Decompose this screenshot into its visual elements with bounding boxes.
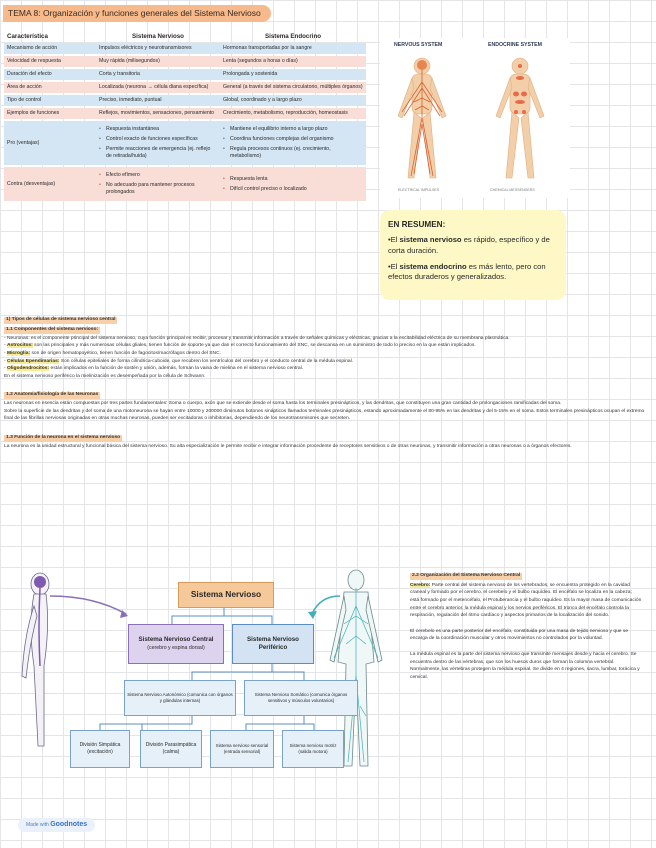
summary-text: es más lento, pero con efectos duraderos y generalizados. <box>388 261 546 282</box>
diagram-node-sistema-nervioso: Sistema Nervioso <box>178 582 274 608</box>
table-row <box>4 43 366 54</box>
summary-box <box>380 210 566 300</box>
endocrine-caption: CHEMICAL MESSENGERS <box>490 188 535 192</box>
pros-nervioso <box>96 121 220 165</box>
table-cell-endocrino: Lenta (segundos a horas o días) <box>220 56 366 67</box>
list-item: • Coordina funciones complejas del organismo <box>223 136 363 143</box>
list-item: • Regula procesos continuos (ej. crecimiento, metabolismo) <box>223 146 363 160</box>
table-cell-nervioso: Corta y transitoria <box>96 69 220 80</box>
notes-section <box>4 314 652 450</box>
nervous-system-diagram <box>4 566 404 806</box>
table-cell-nervioso: Muy rápida (milisegundos) <box>96 56 220 67</box>
note-key: Células Ependimarias: <box>7 358 60 364</box>
body-figures-image <box>380 38 570 188</box>
table-cell-feature: Área de acción <box>4 82 96 93</box>
table-cell-feature: Velocidad de respuesta <box>4 56 96 67</box>
subsection-heading: 1.3 Función de la neurona en el sistema nervioso <box>6 434 121 440</box>
note-key: Astrocitos: <box>7 343 33 349</box>
diagram-node-autonomico: Sistema Nervioso Autonómico (comunica con órganos y glándulas internas) <box>124 680 236 716</box>
table-cell-endocrino: General (a través del sistema circulatorio, múltiples órganos) <box>220 82 366 93</box>
note-line: En el sistema nervioso periférico la mielinización es desempeñada por la célula de Schwann. <box>4 373 206 379</box>
cons-nervioso <box>96 167 220 201</box>
diagram-node-somatico: Sistema Nervioso Somático (comunica órganos sensitivos y músculos voluntarios) <box>244 680 358 716</box>
table-cell-nervioso: Impulsos eléctricos y neurotransmisores <box>96 43 220 54</box>
note-paragraph: Las neuronas en esencia están compuestas por tres partes fundamentales: Soma o cuerpo, axón que se extiende desde el soma hasta los terminales presinápticos, y las dendritas, que constituyen una gran cantidad de prolongaciones ramificadas del soma. <box>4 401 562 407</box>
section-heading: 1) Tipos de células de sistema nervioso central <box>6 317 116 322</box>
nervous-caption: ELECTRICAL IMPULSES <box>398 188 440 192</box>
summary-point <box>388 235 558 256</box>
list-item: • Permite reacciones de emergencia (ej. reflejo de retirada/huida) <box>99 146 217 160</box>
diagram-node-snp: Sistema Nervioso Periférico <box>232 624 314 664</box>
note-text: Son células epiteliales de forma cilíndrica-cuboide, que recubren los ventrículos del cerebro y el conducto central de la médula espinal. <box>59 358 354 364</box>
table-header: Sistema Nervioso <box>132 32 184 40</box>
summary-title: EN RESUMEN: <box>388 220 446 229</box>
list-item: • Respuesta instantánea <box>99 126 217 133</box>
table-cell-feature: Duración del efecto <box>4 69 96 80</box>
table-cell-feature: Ejemplos de funciones <box>4 108 96 119</box>
note-paragraph: Sobre la superficie de las dendritas y del soma de una motoneurona se hayan entre 10000 y 200000 diminutos botones sinápticos llamados terminales presinápticos, estando aproximadamente el 80-95% en las dendritas y del 5-15% en el soma. Estos terminales presinápticos ocupan el extremo final de las fibrillas nerviosas originadas en otras muchas neuronas, pueden ser excitadoras o inhibitorias, dependiendo de los neurotransmisores que secreten. <box>4 408 645 422</box>
summary-bold: sistema nervioso <box>399 235 462 245</box>
table-header: Característica <box>7 32 48 40</box>
table-row <box>4 56 366 67</box>
table-cell-feature: Mecanismo de acción <box>4 43 96 54</box>
watermark-text: Made with <box>26 822 49 828</box>
endocrine-system-label: ENDOCRINE SYSTEM <box>488 42 542 48</box>
table-row <box>4 82 366 93</box>
pros-endocrino <box>220 121 366 165</box>
note-text: Parte central del sistema nervioso de los vertebrados, se encuentra protegido en la cavidad craneal y formado por el cerebro, el cerebelo y el bulbo raquídeo. El encéfalo se localiza en la cabeza; está formado por el metencéfalo, el Protuberancia y el bulbo raquídeo. Es la mayor masa de comunicación entre el cerebro anterior, la médula espinal y los nervios periféricos. El tronco del encéfalo controla la respiración, regulación del ritmo cardíaco y aspectos primarios de la localización del sonido. <box>410 582 642 619</box>
subsection-heading: 2.2 Organización del Sistema Nervioso Central <box>412 573 521 578</box>
diagram-node-simpatica: División Simpática (excitación) <box>70 730 130 768</box>
diagram-node-parasimpatica: División Parasimpática (calma) <box>140 730 202 768</box>
diagram-node-snc <box>128 624 224 664</box>
summary-point <box>388 262 558 283</box>
note-paragraph: La neurona es la unidad estructural y funcional básica del sistema nervioso. Su alta especialización le permite recibir e integrar información procedente de receptores sensitivos o de otras neuronas, y transmitir información a otras neuronas o a órganos efectores. <box>4 443 572 449</box>
page-title: TEMA 8: Organización y funciones generales del Sistema Nervioso <box>3 5 271 22</box>
nervous-system-label: NERVOUS SYSTEM <box>394 42 443 48</box>
summary-text: es rápido, específico y de corta duración. <box>388 235 550 256</box>
table-row-pros <box>4 121 366 165</box>
table-cell-nervioso: Preciso, inmediato, puntual <box>96 95 220 106</box>
table-row <box>4 95 366 106</box>
diagram-node-sensorial: Sistema nervioso sensorial (entrada sensorial) <box>210 730 274 768</box>
note-key: Oligodendrocitos: <box>7 366 50 372</box>
table-row <box>4 108 366 119</box>
note-text: son de origen hematopoyético, tienen función de fagocitos/macrófagos dentro del SNC. <box>30 350 221 356</box>
cns-organization-notes <box>410 572 642 689</box>
subsection-heading: 1.1 Componentes del sistema nervioso: <box>6 326 99 332</box>
table-cell-endocrino: Hormonas transportadas por la sangre <box>220 43 366 54</box>
note-key: Microglía: <box>7 350 31 356</box>
table-row-cons <box>4 167 366 201</box>
note-paragraph: La médula espinal es la parte del sistema nervioso que transmite mensajes desde y hacia el cerebro. Se encuentra dentro de las vértebras, que son los huesos duros que forman la columna vertebral. Normalmente, las vértebras protegen la médula espinal. Se divide en 4 regiones, sacra, lumbar, torácica y cervical. <box>410 652 640 680</box>
list-item: • Control exacto de funciones específicas <box>99 136 217 143</box>
summary-bold: sistema endocrino <box>399 261 467 271</box>
note-text: son las principales y más numerosas células gliales, tienen función de soporte ya que dan el correcto funcionamiento del SNC, se descansa en un suministro de todo lo preciso en la que están implicados. <box>32 343 476 349</box>
note-line: - Células Ependimarias: Son células epiteliales de forma cilíndrica-cuboide, que recubren los ventrículos del cerebro y el conducto central de la médula espinal. <box>4 358 354 364</box>
note-line: - Neuronas: es el componente principal del sistema nervioso, cuya función principal es recibir, procesar y transmitir información a través de señales químicas y eléctricas, gracias a la excitabilidad eléctrica de su membrana plasmática. <box>4 335 510 341</box>
note-text: están implicados en la función de sostén y unión, además, forman la vaina de mielina en el sistema nervioso central. <box>49 366 304 372</box>
table-cell-endocrino: Prolongada y sostenida <box>220 69 366 80</box>
table-cell-feature: Pro (ventajas) <box>4 121 96 165</box>
list-item: • Difícil control preciso o localizado <box>223 186 363 193</box>
summary-text: •El <box>388 261 400 271</box>
goodnotes-watermark <box>18 818 95 832</box>
list-item: • Respuesta lenta <box>223 176 363 183</box>
diagram-node-sublabel: (cerebro y espina dorsal) <box>147 644 205 651</box>
table-row <box>4 69 366 80</box>
note-line: - Oligodendrocitos: están implicados en la función de sostén y unión, además, forman la vaina de mielina en el sistema nervioso central. <box>4 366 304 372</box>
cons-endocrino <box>220 167 366 201</box>
note-line: - Astrocitos: son las principales y más numerosas células gliales, tienen función de soporte ya que dan el correcto funcionamiento del SNC, se descansa en un suministro de todo lo preciso en la que están implicados. <box>4 343 476 349</box>
note-key: Cerebro: <box>410 582 431 588</box>
list-item: • Efecto efímero <box>99 172 217 179</box>
table-cell-endocrino: Crecimiento, metabolismo, reproducción, homeostasis <box>220 108 366 119</box>
note-paragraph <box>410 582 642 620</box>
table-header: Sistema Endocrino <box>264 32 322 40</box>
table-cell-nervioso: Localizada (neurona → célula diana específica) <box>96 82 220 93</box>
table-cell-feature: Tipo de control <box>4 95 96 106</box>
list-item: • No adecuado para mantener procesos prolongados <box>99 182 217 196</box>
summary-text: •El <box>388 235 400 245</box>
table-cell-endocrino: Global, coordinado y a largo plazo <box>220 95 366 106</box>
watermark-brand: Goodnotes <box>50 821 88 828</box>
list-item: • Mantiene el equilibrio interno a largo plazo <box>223 126 363 133</box>
table-cell-feature: Contra (desventajas) <box>4 167 96 201</box>
comparison-table <box>4 29 366 203</box>
diagram-node-label: Sistema Nervioso Central <box>138 636 214 644</box>
subsection-heading: 1.2 Anatomía/fisiología de las Neuronas <box>6 392 99 398</box>
table-cell-nervioso: Reflejos, movimientos, sensaciones, pensamiento <box>96 108 220 119</box>
note-line: - Microglía: son de origen hematopoyético, tienen función de fagocitos/macrófagos dentro del SNC. <box>4 350 221 356</box>
diagram-node-motriz: Sistema nervioso motriz (salida motora) <box>282 730 344 768</box>
body-systems-illustration <box>380 38 570 198</box>
note-paragraph: El cerebelo es una parte posterior del encéfalo, constituida por una masa de tejido nervioso y que se encarga de la coordinación muscular y otros movimientos no controlados por la voluntad. <box>410 628 629 642</box>
